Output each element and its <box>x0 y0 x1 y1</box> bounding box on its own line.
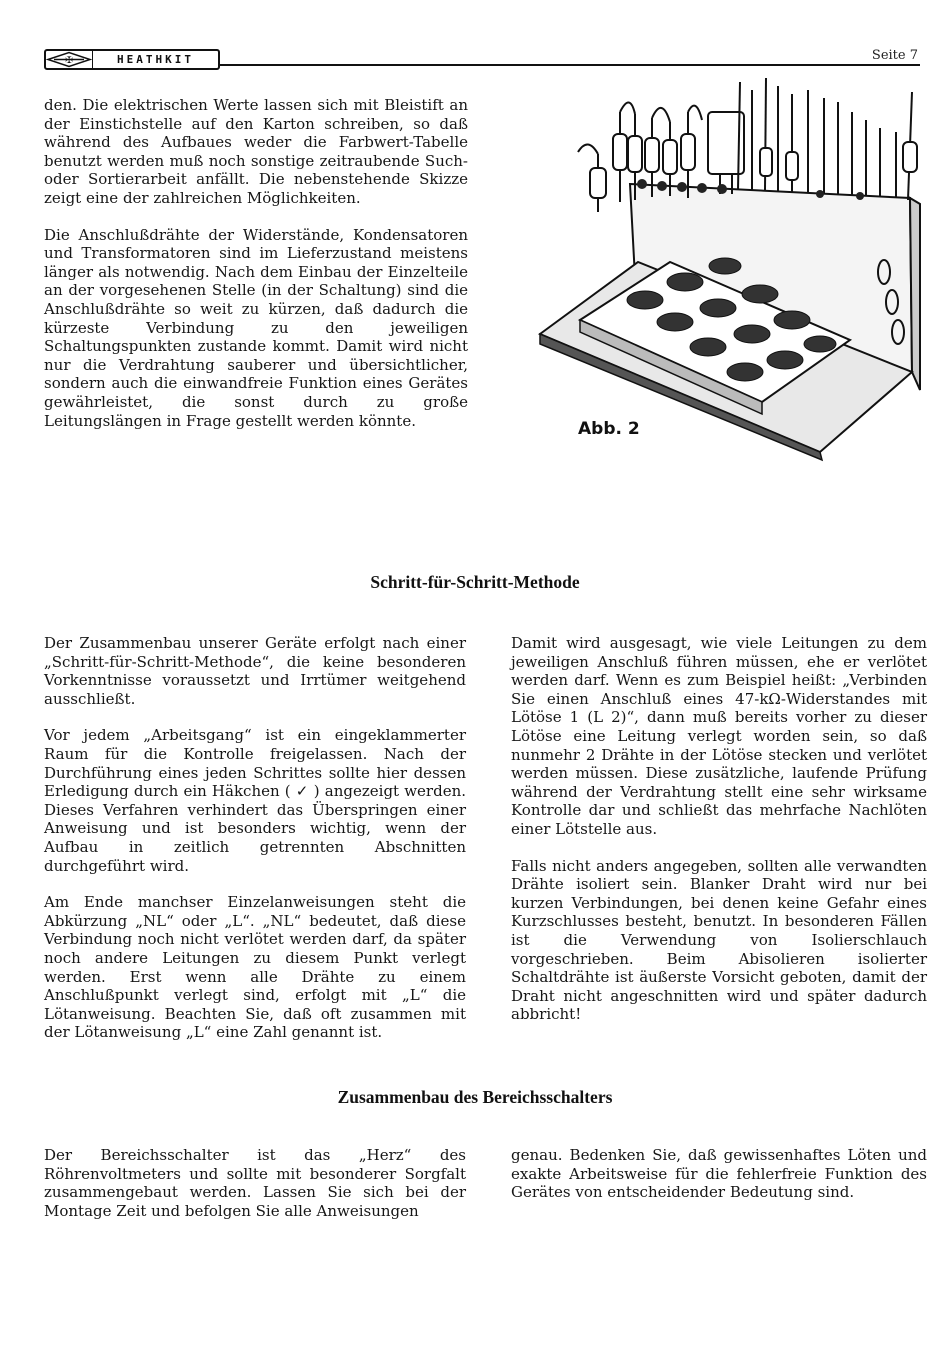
section2-right-paragraph: genau. Bedenken Sie, daß gewissenhaftes Löten und exakte Arbeitsweise für die fehlerfreie Funktion des Gerätes von entscheidender Bedeutung sind. <box>511 1146 927 1202</box>
intro-paragraph-2: Die Anschlußdrähte der Widerstände, Kondensatoren und Transformatoren sind im Lieferzustand meistens länger als notwendig. Nach dem Einbau der Einzelteile an der vorgesehenen Stelle (in der Schaltung) sind die Anschlußdrähte so weit zu kürzen, daß dadurch die kürzeste Verbindung zu den jeweiligen Schaltungspunkten zustande kommt. Damit wird nicht nur die Verdrahtung sauberer und übersichtlicher, sondern auch die einwandfreie Funktion eines Gerätes gewährleistet, die sonst durch zu große Leitungslängen in Frage gestellt werden könnte. <box>44 225 468 430</box>
figure-label: Abb. 2 <box>578 419 640 439</box>
section1-right-paragraph: Falls nicht anders angegeben, sollten alle verwandten Drähte isoliert sein. Blanker Draht wird nur bei kurzen Verbindungen, bei denen keine Gefahr eines Kurzschlusses besteht, benutzt. In besonderen Fällen ist die Verwendung von Isolierschlauch vorgeschrieben. Beim Abisolieren isolierter Schaltdrähte ist äußerste Vorsicht geboten, damit der Draht nicht angeschnitten wird und später dadurch abbricht! <box>511 856 927 1024</box>
section2-left-paragraph: Der Bereichsschalter ist das „Herz“ des Röhrenvoltmeters und sollte mit besonderer Sorgfalt zusammengebaut werden. Lassen Sie sich bei der Montage Zeit und befolgen Sie alle Anweisungen <box>44 1146 466 1220</box>
logo-text: HEATHKIT <box>92 51 218 68</box>
heathkit-logo <box>44 49 220 70</box>
section1-left-paragraph: Der Zusammenbau unserer Geräte erfolgt nach einer „Schritt-für-Schritt-Methode“, die keine besonderen Vorkenntnisse voraussetzt und Irrtümer weitgehend ausschließt. <box>44 634 466 708</box>
section1-right-column <box>511 634 927 1024</box>
section-title-step-by-step: Schritt-für-Schritt-Methode <box>370 572 580 592</box>
section1-left-paragraph: Vor jedem „Arbeitsgang“ ist ein eingeklammerter Raum für die Kontrolle freigelassen. Nach der Durchführung eines jeden Schrittes sollte hier dessen Erledigung durch ein Häkchen ( ✓ ) angezeigt werden. Dieses Verfahren verhindert das Überspringen einer Anweisung und ist besonders wichtig, wenn der Aufbau in zeitlich getrennten Abschnitten durchgeführt wird. <box>44 726 466 875</box>
section2-right-column <box>511 1146 927 1202</box>
section-title-range-switch: Zusammenbau des Bereichsschalters <box>337 1087 613 1107</box>
intro-column <box>44 96 468 430</box>
section1-right-paragraph: Damit wird ausgesagt, wie viele Leitungen zu dem jeweiligen Anschluß führen müssen, ehe er verlötet werden darf. Wenn es zum Beispiel heißt: „Verbinden Sie einen Anschluß eines 47-kΩ-Widerstandes mit Lötöse 1 (L 2)“, dann muß bereits vorher zu dieser Lötöse eine Leitung verlegt worden sein, so daß nunmehr 2 Drähte in der Lötöse stecken und verlötet werden müssen. Diese zusätzliche, laufende Prüfung während der Verdrahtung stellt eine sehr wirksame Kontrolle dar und schließt das mehrfache Nachlöten einer Lötstelle aus. <box>511 634 927 838</box>
page-number: Seite 7 <box>871 48 918 63</box>
parts-tray-illustration <box>520 72 940 462</box>
section1-left-column <box>44 634 466 1042</box>
heathkit-diamond-icon <box>46 51 92 68</box>
intro-paragraph-1: den. Die elektrischen Werte lassen sich mit Bleistift an der Einstichstelle auf den Karton schreiben, so daß während des Aufbaues weder die Farbwert-Tabelle benutzt werden muß noch sonstige zeitraubende Such- oder Sortierarbeit anfällt. Die nebenstehende Skizze zeigt eine der zahlreichen Möglichkeiten. <box>44 96 468 207</box>
svg-text:✠: ✠ <box>65 56 73 66</box>
header-rule <box>220 64 920 66</box>
section2-left-column <box>44 1146 466 1220</box>
section1-left-paragraph: Am Ende manchser Einzelanweisungen steht die Abkürzung „NL“ oder „L“. „NL“ bedeutet, daß diese Verbindung noch nicht verlötet werden darf, da später noch andere Leitungen zu diesem Punkt verlegt werden. Erst wenn alle Drähte zu einem Anschlußpunkt verlegt sind, erfolgt mit „L“ die Lötanweisung. Beachten Sie, daß oft zusammen mit der Lötanweisung „L“ eine Zahl genannt ist. <box>44 893 466 1042</box>
